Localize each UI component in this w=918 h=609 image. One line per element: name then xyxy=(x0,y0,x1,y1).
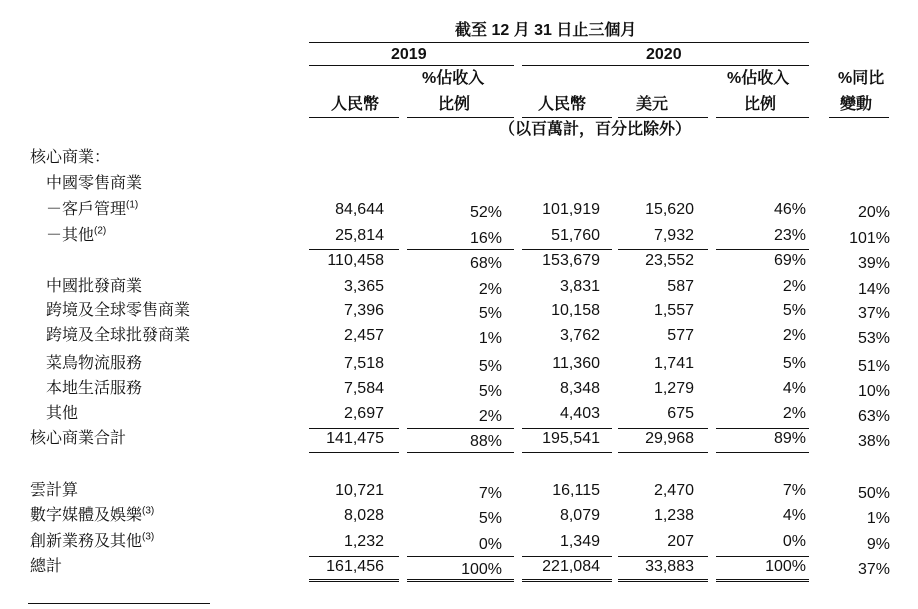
table-cell: 3,365 xyxy=(343,278,384,295)
table-cell: 3,831 xyxy=(559,278,600,295)
table-cell: 153,679 xyxy=(542,252,600,269)
core-total-bottom-rule xyxy=(407,452,514,453)
year-2020-underline xyxy=(522,65,809,66)
table-cell: 2% xyxy=(782,327,806,344)
row-label: 中國零售商業 xyxy=(46,175,143,192)
table-cell: 10% xyxy=(857,383,890,400)
table-cell: 221,084 xyxy=(542,558,600,575)
col-yoy-l2: 變動 xyxy=(840,96,873,113)
total-rule xyxy=(618,556,708,557)
row-label: 雲計算 xyxy=(30,482,79,499)
table-cell: 0% xyxy=(478,536,502,553)
row-label: 跨境及全球零售商業 xyxy=(46,302,191,319)
col-usd-2020-underline xyxy=(618,117,708,118)
year-2020-heading: 2020 xyxy=(646,46,682,63)
table-cell: 8,079 xyxy=(559,507,600,524)
table-cell: 1,238 xyxy=(653,507,694,524)
col-pct-2019-l1: %佔收入 xyxy=(422,70,485,87)
core-total-bottom-rule xyxy=(618,452,708,453)
row-label: 其他 xyxy=(46,405,79,422)
subtotal-rule xyxy=(522,249,612,250)
table-cell: 101% xyxy=(849,230,890,247)
table-cell: 37% xyxy=(857,561,890,578)
table-cell: 1,279 xyxy=(653,380,694,397)
table-cell: 10,158 xyxy=(551,302,600,319)
table-cell: 161,456 xyxy=(326,558,384,575)
col-yoy-l1: %同比 xyxy=(838,70,885,87)
table-cell: 4,403 xyxy=(559,405,600,422)
core-total-rule xyxy=(522,428,612,429)
table-cell: 39% xyxy=(857,255,890,272)
table-cell: 15,620 xyxy=(645,201,694,218)
table-cell: 88% xyxy=(469,433,502,450)
table-cell: 89% xyxy=(773,430,806,447)
period-underline xyxy=(309,42,809,43)
core-total-rule xyxy=(716,428,809,429)
year-2019-underline xyxy=(309,65,514,66)
table-cell: 2% xyxy=(782,278,806,295)
table-cell: 2,697 xyxy=(343,405,384,422)
total-rule xyxy=(309,556,399,557)
col-pct-2020-underline xyxy=(716,117,809,118)
core-total-bottom-rule xyxy=(522,452,612,453)
table-cell: 1,349 xyxy=(559,533,600,550)
table-cell: 20% xyxy=(857,204,890,221)
table-cell: 51% xyxy=(857,358,890,375)
row-label: 核心商業： xyxy=(30,149,111,166)
table-cell: 2,470 xyxy=(653,482,694,499)
table-cell: 587 xyxy=(667,278,694,295)
subtotal-rule xyxy=(407,249,514,250)
table-cell: 16% xyxy=(469,230,502,247)
table-cell: 100% xyxy=(461,561,502,578)
table-cell: 51,760 xyxy=(551,227,600,244)
table-cell: 38% xyxy=(857,433,890,450)
table-cell: 100% xyxy=(765,558,806,575)
table-cell: 7,518 xyxy=(343,355,384,372)
table-cell: 2% xyxy=(478,408,502,425)
table-cell: 207 xyxy=(667,533,694,550)
table-cell: 50% xyxy=(857,485,890,502)
table-cell: 5% xyxy=(478,510,502,527)
table-cell: 33,883 xyxy=(645,558,694,575)
table-cell: 5% xyxy=(782,355,806,372)
table-cell: 3,762 xyxy=(559,327,600,344)
row-label: 核心商業合計 xyxy=(30,430,127,447)
row-label: 本地生活服務 xyxy=(46,380,143,397)
table-cell: 577 xyxy=(667,327,694,344)
table-cell: 29,968 xyxy=(645,430,694,447)
row-label: 跨境及全球批發商業 xyxy=(46,327,191,344)
table-cell: 2% xyxy=(782,405,806,422)
units-note: （以百萬計，百分比除外） xyxy=(499,121,692,138)
table-cell: 53% xyxy=(857,330,890,347)
table-cell: 4% xyxy=(782,380,806,397)
row-label: 中國批發商業 xyxy=(46,278,143,295)
table-cell: 4% xyxy=(782,507,806,524)
row-label: 創新業務及其他$^{(3)}$ xyxy=(30,531,155,550)
table-cell: 0% xyxy=(782,533,806,550)
col-rmb-2019-underline xyxy=(309,117,399,118)
table-cell: 5% xyxy=(478,383,502,400)
subtotal-rule xyxy=(716,249,809,250)
table-cell: 52% xyxy=(469,204,502,221)
row-label: －其他$^{(2)}$ xyxy=(46,225,107,244)
period-heading: 截至 12 月 31 日止三個月 xyxy=(455,22,637,39)
col-usd-2020: 美元 xyxy=(636,96,669,113)
table-cell: 5% xyxy=(478,358,502,375)
core-total-bottom-rule xyxy=(716,452,809,453)
total-rule xyxy=(522,556,612,557)
table-cell: 101,919 xyxy=(542,201,600,218)
col-pct-2019-l2: 比例 xyxy=(438,96,471,113)
total-double-rule xyxy=(618,579,708,582)
col-pct-2020-l1: %佔收入 xyxy=(727,70,790,87)
table-cell: 11,360 xyxy=(552,355,600,372)
table-cell: 141,475 xyxy=(326,430,384,447)
table-cell: 2% xyxy=(478,281,502,298)
table-cell: 23,552 xyxy=(645,252,694,269)
table-cell: 10,721 xyxy=(335,482,384,499)
table-cell: 7,932 xyxy=(653,227,694,244)
year-2019-heading: 2019 xyxy=(391,46,427,63)
table-cell: 7,396 xyxy=(343,302,384,319)
table-cell: 2,457 xyxy=(343,327,384,344)
table-cell: 5% xyxy=(478,305,502,322)
row-label: －客戶管理$^{(1)}$ xyxy=(46,199,139,218)
table-cell: 69% xyxy=(773,252,806,269)
total-rule xyxy=(716,556,809,557)
table-cell: 37% xyxy=(857,305,890,322)
col-yoy-underline xyxy=(829,117,889,118)
total-double-rule xyxy=(522,579,612,582)
table-cell: 675 xyxy=(667,405,694,422)
table-cell: 7% xyxy=(782,482,806,499)
col-rmb-2019: 人民幣 xyxy=(331,96,380,113)
total-rule xyxy=(407,556,514,557)
total-double-rule xyxy=(407,579,514,582)
col-pct-2020-l2: 比例 xyxy=(744,96,777,113)
table-cell: 46% xyxy=(773,201,806,218)
table-cell: 8,348 xyxy=(559,380,600,397)
row-label: 總計 xyxy=(30,558,63,575)
table-cell: 1% xyxy=(866,510,890,527)
table-cell: 84,644 xyxy=(335,201,384,218)
col-rmb-2020-underline xyxy=(522,117,612,118)
row-label: 菜鳥物流服務 xyxy=(46,355,143,372)
table-cell: 7% xyxy=(478,485,502,502)
footnote-separator xyxy=(28,603,210,604)
col-rmb-2020: 人民幣 xyxy=(538,96,587,113)
table-cell: 7,584 xyxy=(343,380,384,397)
table-cell: 23% xyxy=(773,227,806,244)
core-total-rule xyxy=(407,428,514,429)
table-cell: 68% xyxy=(469,255,502,272)
total-double-rule xyxy=(716,579,809,582)
core-total-rule xyxy=(618,428,708,429)
total-double-rule xyxy=(309,579,399,582)
table-cell: 195,541 xyxy=(542,430,600,447)
table-cell: 8,028 xyxy=(343,507,384,524)
table-cell: 1% xyxy=(478,330,502,347)
subtotal-rule xyxy=(618,249,708,250)
table-cell: 25,814 xyxy=(335,227,384,244)
core-total-rule xyxy=(309,428,399,429)
core-total-bottom-rule xyxy=(309,452,399,453)
table-cell: 14% xyxy=(857,281,890,298)
table-cell: 5% xyxy=(782,302,806,319)
table-cell: 63% xyxy=(857,408,890,425)
col-pct-2019-underline xyxy=(407,117,514,118)
table-cell: 110,458 xyxy=(327,252,384,269)
table-cell: 1,741 xyxy=(653,355,694,372)
table-cell: 1,557 xyxy=(653,302,694,319)
table-cell: 16,115 xyxy=(552,482,600,499)
row-label: 數字媒體及娛樂$^{(3)}$ xyxy=(30,505,155,524)
subtotal-rule xyxy=(309,249,399,250)
table-cell: 1,232 xyxy=(343,533,384,550)
table-cell: 9% xyxy=(866,536,890,553)
